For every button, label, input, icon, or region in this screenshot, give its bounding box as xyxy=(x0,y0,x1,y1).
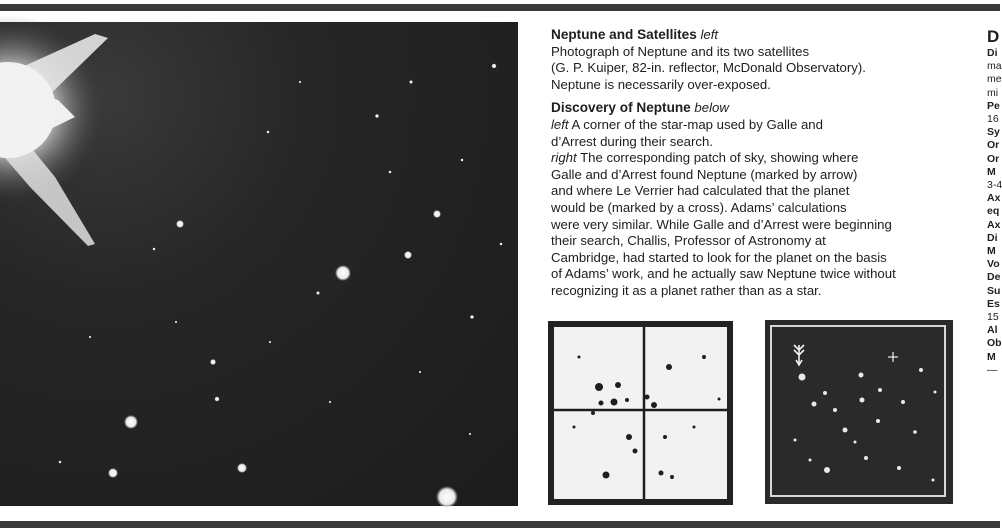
data-column-clipped xyxy=(987,27,1000,377)
star-map-image xyxy=(548,321,733,505)
left-label: left xyxy=(551,116,569,132)
data-column-line: Or xyxy=(987,152,1000,165)
data-column-line: Al xyxy=(987,324,998,337)
discovery-line xyxy=(551,150,966,167)
data-column-line: M xyxy=(987,350,996,363)
data-column-line: ma xyxy=(987,60,1002,73)
data-column-line: Di xyxy=(987,47,998,59)
discovery-line: were very similar. While Galle and d’Arrest were beginning xyxy=(551,216,892,232)
data-column-line: Pe xyxy=(987,99,1000,112)
star-map-chart xyxy=(554,327,727,499)
discovery-line: d’Arrest during their search. xyxy=(551,133,713,149)
discovery-line: recognizing it as a planet rather than as a star. xyxy=(551,282,822,298)
stars xyxy=(59,64,503,509)
cross-icon xyxy=(888,352,898,362)
sky-patch-drawing xyxy=(765,320,953,504)
data-column-line: me xyxy=(987,73,1002,86)
discovery-direction: below xyxy=(694,100,729,116)
satellites-direction: left xyxy=(700,27,719,42)
data-column-line: 15 xyxy=(987,311,999,324)
discovery-line: would be (marked by a cross). Adams’ calculations xyxy=(551,199,847,215)
data-column-line: M xyxy=(987,165,996,178)
data-column-line: 16 xyxy=(987,113,999,126)
discovery-line: and where Le Verrier had calculated that the planet xyxy=(551,183,850,199)
data-column-line: Or xyxy=(987,139,1000,152)
discovery-line: Cambridge, had started to look for the planet on the basis xyxy=(551,249,887,265)
data-column-line: — xyxy=(987,363,998,376)
star-field xyxy=(0,22,518,506)
discovery-line: of Adams’ work, and he actually saw Neptune twice without xyxy=(551,266,896,282)
sky-patch-image xyxy=(765,320,953,504)
satellites-line: Photograph of Neptune and its two satellites xyxy=(551,43,810,59)
left-text: A corner of the star-map used by Galle and xyxy=(571,116,823,132)
data-column-line: Vo xyxy=(987,258,1000,271)
data-column-line: Su xyxy=(987,284,1001,297)
data-column-line: 3-4 xyxy=(987,179,1002,192)
data-column-line: Ax xyxy=(987,218,1001,231)
data-column-lines xyxy=(987,47,1000,377)
discovery-line xyxy=(551,117,966,134)
satellites-heading xyxy=(551,27,966,44)
discovery-heading xyxy=(551,100,966,117)
star-map-drawing xyxy=(554,327,727,499)
satellites-line: (G. P. Kuiper, 82-in. reflector, McDonald Observatory). xyxy=(551,60,866,76)
caption-column xyxy=(551,27,966,300)
data-column-title: D xyxy=(987,27,1000,46)
right-label: right xyxy=(551,150,577,166)
satellites-line: Neptune is necessarily over-exposed. xyxy=(551,76,771,92)
top-rule xyxy=(0,4,1000,11)
data-column-line: eq xyxy=(987,205,1000,218)
arrow-icon xyxy=(794,345,804,365)
right-text: The corresponding patch of sky, showing where xyxy=(580,150,859,166)
neptune-glare xyxy=(0,15,108,246)
data-column-line: De xyxy=(987,271,1001,284)
satellites-title: Neptune and Satellites xyxy=(551,27,697,42)
data-column-line: Es xyxy=(987,297,1000,310)
neptune-photograph xyxy=(0,22,518,506)
discovery-title: Discovery of Neptune xyxy=(551,100,691,116)
discovery-line: their search, Challis, Professor of Astronomy at xyxy=(551,233,826,249)
data-column-line: M xyxy=(987,245,996,258)
discovery-line: Galle and d’Arrest found Neptune (marked by arrow) xyxy=(551,166,858,182)
data-column-line: Di xyxy=(987,231,998,244)
data-column-line: Sy xyxy=(987,126,1000,139)
data-column-line: Ax xyxy=(987,192,1001,205)
bottom-rule xyxy=(0,521,1000,528)
data-column-line: Ob xyxy=(987,337,1002,350)
data-column-line: mi xyxy=(987,86,999,99)
